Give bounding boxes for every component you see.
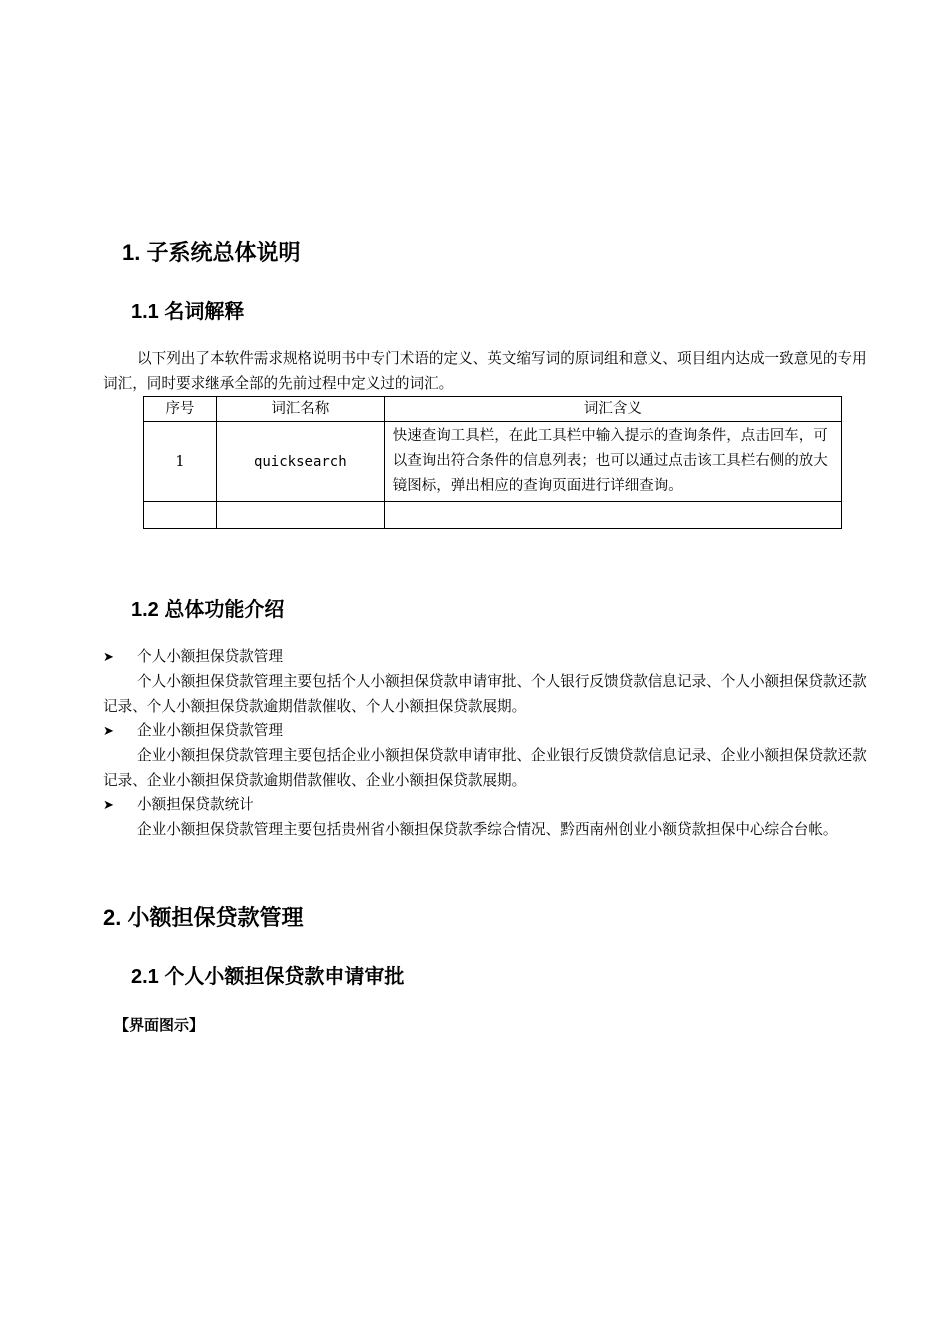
section-2-1-title: 个人小额担保贷款申请审批 xyxy=(164,966,405,988)
section-1-1-heading xyxy=(131,298,244,326)
list-item-label: 个人小额担保贷款管理 xyxy=(137,648,283,665)
list-item xyxy=(103,792,254,818)
cell-serial xyxy=(144,502,217,529)
cell-serial: 1 xyxy=(144,422,217,502)
table-header-row xyxy=(144,397,842,422)
section-2-title: 小额担保贷款管理 xyxy=(127,905,304,930)
arrow-bullet-icon: ➤ xyxy=(103,798,114,813)
section-2-heading xyxy=(103,903,304,933)
section-2-1-heading xyxy=(131,963,404,991)
section-2-number: 2. xyxy=(103,905,122,930)
section-1-title: 子系统总体说明 xyxy=(146,240,301,265)
cell-meaning xyxy=(384,502,841,529)
header-meaning: 词汇含义 xyxy=(384,397,841,422)
header-term: 词汇名称 xyxy=(216,397,384,422)
list-item-label: 企业小额担保贷款管理 xyxy=(137,722,283,739)
section-2-1-number: 2.1 xyxy=(131,966,159,988)
glossary-intro: 以下列出了本软件需求规格说明书中专门术语的定义、英文缩写词的原词组和意义、项目组内达成一致意见的专用词汇，同时要求继承全部的先前过程中定义过的词汇。 xyxy=(103,350,867,392)
cell-term: quicksearch xyxy=(216,422,384,502)
header-serial: 序号 xyxy=(144,397,217,422)
section-1-2-title: 总体功能介绍 xyxy=(164,599,285,621)
list-item-description: 个人小额担保贷款管理主要包括个人小额担保贷款申请审批、个人银行反馈贷款信息记录、个人小额担保贷款还款记录、个人小额担保贷款逾期借款催收、个人小额担保贷款展期。 xyxy=(103,673,867,715)
cell-meaning: 快速查询工具栏，在此工具栏中输入提示的查询条件，点击回车，可以查询出符合条件的信息列表；也可以通过点击该工具栏右侧的放大镜图标，弹出相应的查询页面进行详细查询。 xyxy=(384,422,841,502)
list-item xyxy=(103,718,283,744)
list-item-label: 小额担保贷款统计 xyxy=(137,796,254,813)
figure-caption: 【界面图示】 xyxy=(114,1016,205,1034)
cell-term xyxy=(216,502,384,529)
table-row xyxy=(144,502,842,529)
table-row xyxy=(144,422,842,502)
arrow-bullet-icon: ➤ xyxy=(103,724,114,739)
list-item-description: 企业小额担保贷款管理主要包括贵州省小额担保贷款季综合情况、黔西南州创业小额贷款担保中心综合台帐。 xyxy=(137,821,838,838)
section-1-2-number: 1.2 xyxy=(131,599,159,621)
section-1-heading xyxy=(122,238,301,268)
arrow-bullet-icon: ➤ xyxy=(103,650,114,665)
glossary-table xyxy=(143,396,842,529)
list-item-description: 企业小额担保贷款管理主要包括企业小额担保贷款申请审批、企业银行反馈贷款信息记录、企业小额担保贷款还款记录、企业小额担保贷款逾期借款催收、企业小额担保贷款展期。 xyxy=(103,747,867,789)
section-1-1-title: 名词解释 xyxy=(164,301,245,323)
section-1-1-number: 1.1 xyxy=(131,301,159,323)
section-1-number: 1. xyxy=(122,240,141,265)
list-item xyxy=(103,644,283,670)
section-1-2-heading xyxy=(131,596,284,624)
